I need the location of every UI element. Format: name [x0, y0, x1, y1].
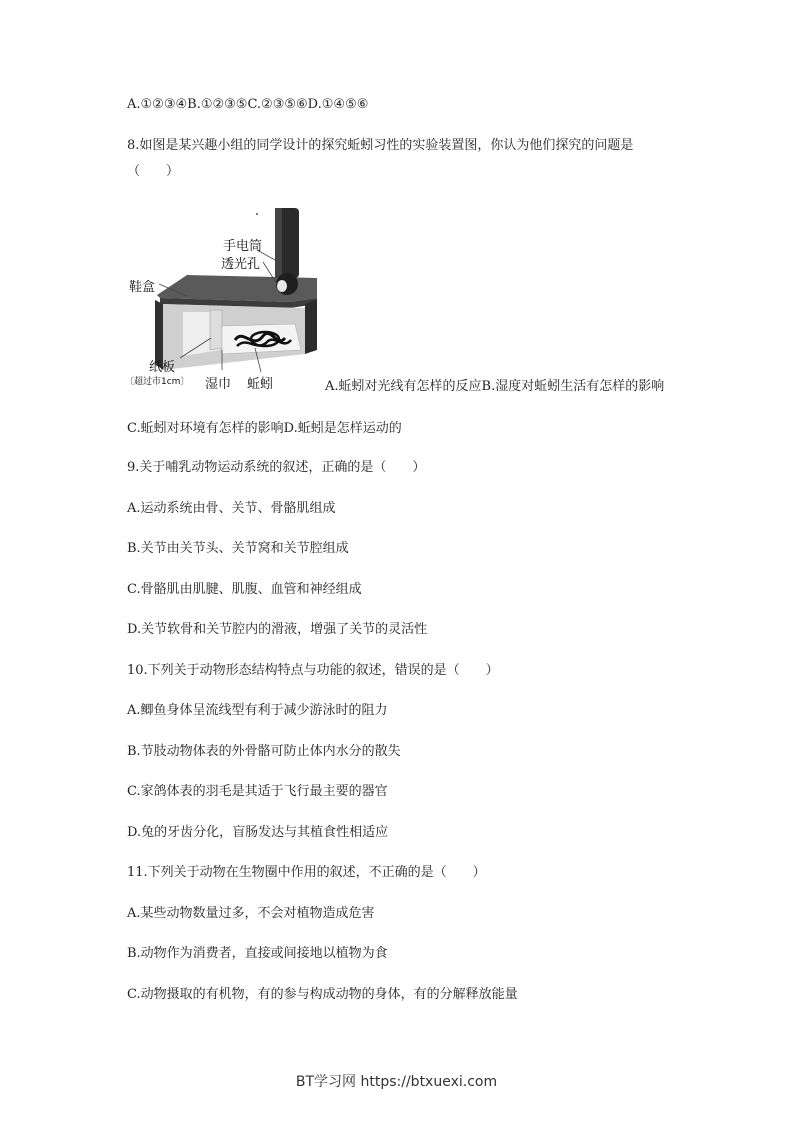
q9-stem: 9.关于哺乳动物运动系统的叙述，正确的是（ ） [127, 460, 426, 475]
earthworm-experiment-figure [125, 200, 325, 395]
q8-options-ab: A.蚯蚓对光线有怎样的反应B.湿度对蚯蚓生活有怎样的影响 [325, 379, 665, 394]
q9-option-a: A.运动系统由骨、关节、骨骼肌组成 [127, 501, 336, 516]
q8-paren: （ ） [127, 164, 180, 179]
wet-towel-label: 湿巾 [205, 377, 232, 392]
q11-option-a: A.某些动物数量过多，不会对植物造成危害 [127, 906, 375, 921]
q11-option-b: B.动物作为消费者，直接或间接地以植物为食 [127, 946, 388, 961]
q11-stem: 11.下列关于动物在生物圈中作用的叙述，不正确的是（ ） [127, 865, 486, 880]
q9-option-c: C.骨骼肌由肌腱、肌腹、血管和神经组成 [127, 582, 362, 597]
q10-option-b: B.节肢动物体表的外骨骼可防止体内水分的散失 [127, 744, 401, 759]
q8-options-cd: C.蚯蚓对环境有怎样的影响D.蚯蚓是怎样运动的 [127, 421, 402, 436]
q8-stem: 8.如图是某兴趣小组的同学设计的探究蚯蚓习性的实验装置图，你认为他们探究的问题是 [127, 138, 634, 153]
flashlight-label: 手电筒 [223, 239, 263, 254]
earthworm-label: 蚯蚓 [247, 377, 274, 392]
shoebox-label: 鞋盒 [129, 280, 156, 295]
cardboard-note-label: 〔超过市1cm〕 [125, 377, 190, 387]
q9-option-b: B.关节由关节头、关节窝和关节腔组成 [127, 541, 349, 556]
q7-options: A.①②③④B.①②③⑤C.②③⑤⑥D.①④⑤⑥ [127, 97, 369, 112]
light-hole-label: 透光孔 [221, 257, 261, 272]
q9-option-d: D.关节软骨和关节腔内的滑液，增强了关节的灵活性 [127, 622, 428, 637]
cardboard-label: 纸板 [149, 360, 176, 375]
q10-option-c: C.家鸽体表的羽毛是其适于飞行最主要的器官 [127, 784, 388, 799]
q10-option-a: A.鲫鱼身体呈流线型有利于减少游泳时的阻力 [127, 703, 388, 718]
q10-option-d: D.兔的牙齿分化，盲肠发达与其植食性相适应 [127, 825, 389, 840]
q11-option-c: C.动物摄取的有机物，有的参与构成动物的身体，有的分解释放能量 [127, 987, 518, 1002]
q10-stem: 10.下列关于动物形态结构特点与功能的叙述，错误的是（ ） [127, 663, 499, 678]
site-footer-watermark: BT学习网 https://btxuexi.com [295, 1074, 498, 1090]
